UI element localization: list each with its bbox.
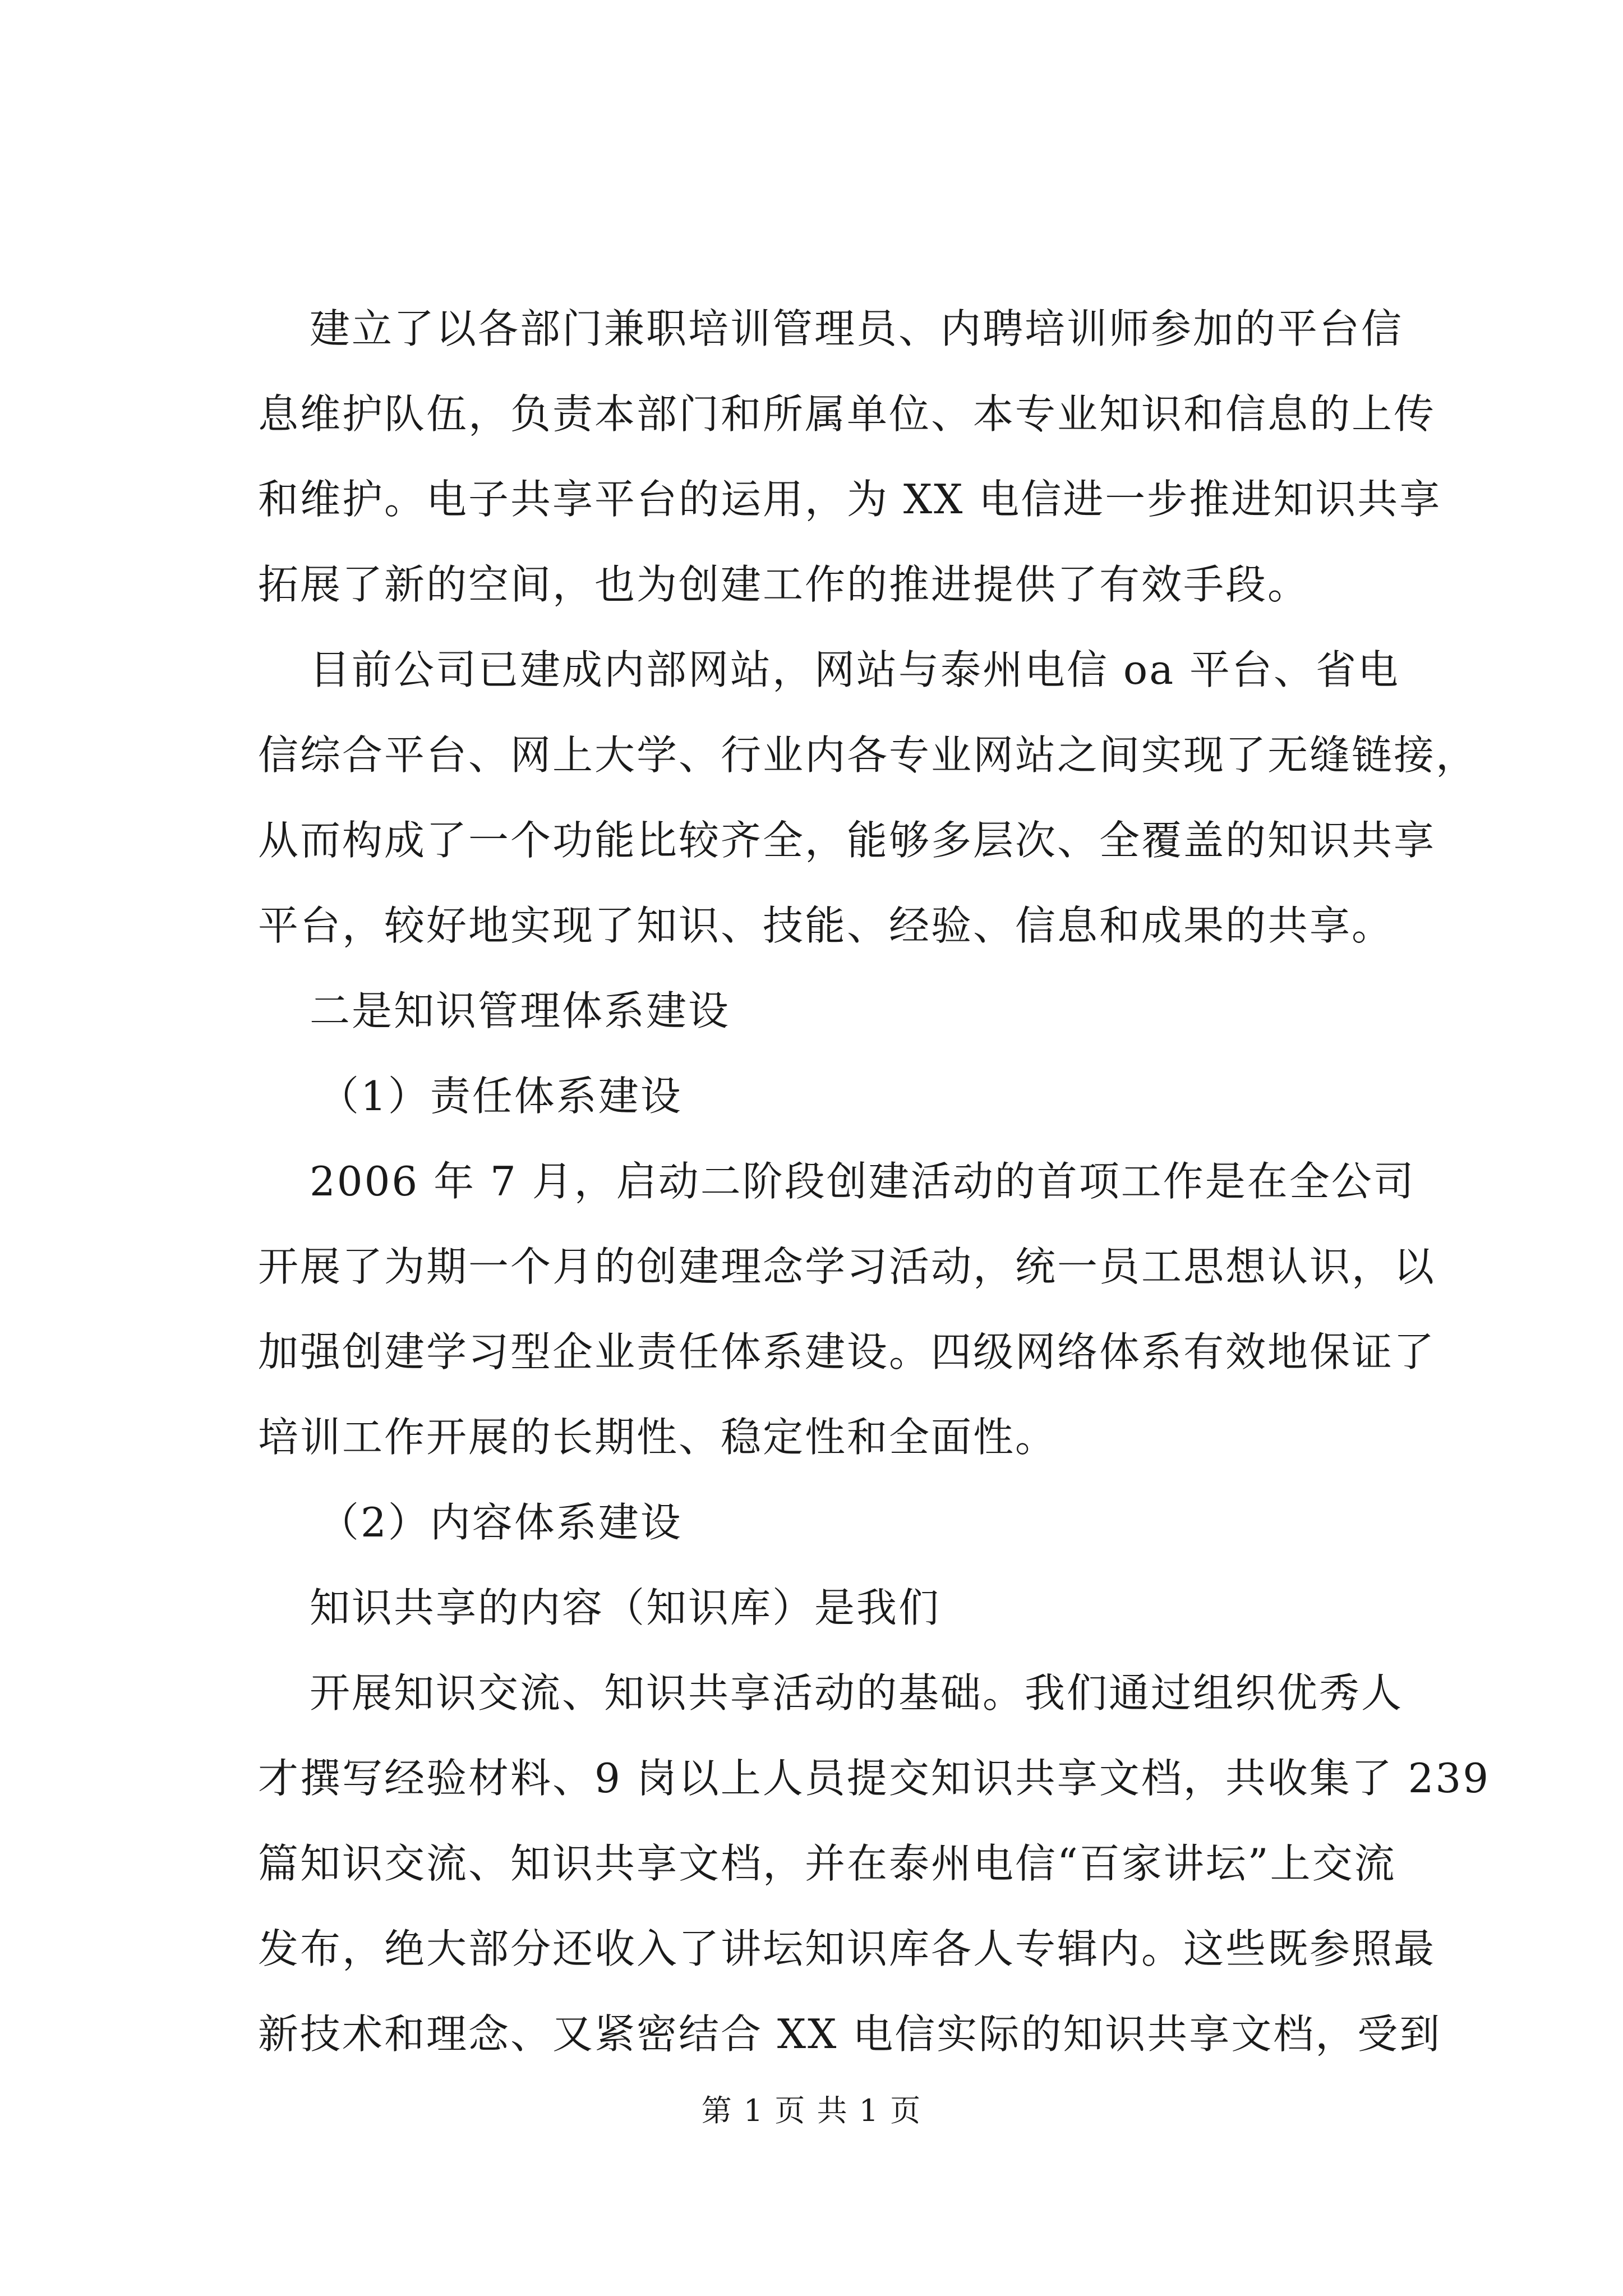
- body-line: 信综合平台、网上大学、行业内各专业网站之间实现了无缝链接，: [258, 731, 1478, 779]
- page-footer: 第 1 页 共 1 页: [701, 2093, 922, 2128]
- body-line: 开展了为期一个月的创建理念学习活动，统一员工思想认识，以: [258, 1243, 1436, 1290]
- body-line: 培训工作开展的长期性、稳定性和全面性。: [258, 1414, 1058, 1461]
- section-heading: 二是知识管理体系建设: [310, 987, 731, 1034]
- body-line: 知识共享的内容（知识库）是我们: [310, 1584, 941, 1631]
- body-line: 2006 年 7 月，启动二阶段创建活动的首项工作是在全公司: [310, 1158, 1415, 1205]
- body-line: 从而构成了一个功能比较齐全，能够多层次、全覆盖的知识共享: [258, 817, 1436, 864]
- body-line: 新技术和理念、又紧密结合 XX 电信实际的知识共享文档，受到: [258, 2010, 1442, 2058]
- subsection-heading: （2）内容体系建设: [319, 1499, 683, 1546]
- body-line: 和维护。电子共享平台的运用，为 XX 电信进一步推进知识共享: [258, 476, 1442, 523]
- body-line: 开展知识交流、知识共享活动的基础。我们通过组织优秀人: [310, 1669, 1404, 1717]
- body-line: 目前公司已建成内部网站，网站与泰州电信 oa 平台、省电: [310, 646, 1400, 693]
- body-line: 才撰写经验材料、9 岗以上人员提交知识共享文档，共收集了 239: [258, 1755, 1491, 1802]
- body-line: 加强创建学习型企业责任体系建设。四级网络体系有效地保证了: [258, 1328, 1436, 1375]
- body-line: 发布，绝大部分还收入了讲坛知识库各人专辑内。这些既参照最: [258, 1925, 1436, 1972]
- body-line: 息维护队伍，负责本部门和所属单位、本专业知识和信息的上传: [258, 390, 1436, 438]
- body-line: 篇知识交流、知识共享文档，并在泰州电信“百家讲坛”上交流: [258, 1840, 1396, 1887]
- body-line: 拓展了新的空间，也为创建工作的推进提供了有效手段。: [258, 561, 1310, 608]
- subsection-heading: （1）责任体系建设: [319, 1073, 683, 1120]
- body-line: 平台，较好地实现了知识、技能、经验、信息和成果的共享。: [258, 902, 1394, 949]
- document-body: [258, 286, 1491, 2077]
- body-line: 建立了以各部门兼职培训管理员、内聘培训师参加的平台信: [310, 305, 1404, 352]
